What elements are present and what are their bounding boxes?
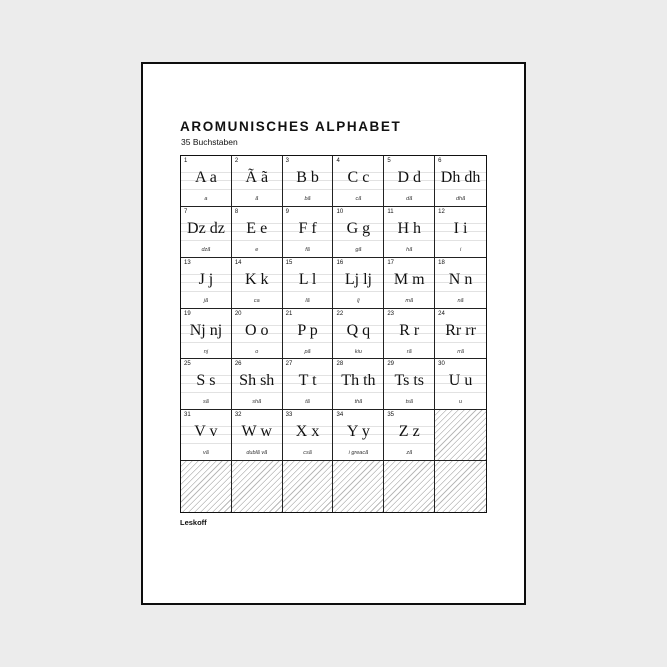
letter-glyph: G g — [346, 219, 371, 237]
letter-pronunciation: tã — [305, 399, 310, 406]
letter-number: 13 — [184, 259, 191, 266]
letter-pronunciation: pã — [304, 348, 311, 355]
letter-number: 20 — [234, 310, 242, 317]
guide-line — [181, 443, 231, 444]
letter-pronunciation: nj — [203, 348, 209, 355]
guide-line — [181, 342, 231, 343]
guide-line — [435, 342, 486, 343]
letter-number: 3 — [285, 158, 289, 164]
letter-cell — [283, 207, 334, 258]
letter-glyph: Ã ã — [245, 169, 269, 186]
guide-line — [283, 392, 333, 393]
letter-cell — [384, 309, 435, 360]
letter-pronunciation: lj — [357, 297, 360, 304]
poster-subtitle: 35 Buchstaben — [181, 137, 238, 147]
letter-glyph: W w — [241, 423, 272, 441]
letter-number: 15 — [285, 259, 293, 266]
letter-glyph: K k — [244, 270, 269, 288]
guide-line — [232, 342, 282, 343]
letter-glyph: N n — [448, 270, 473, 288]
letter-number: 29 — [387, 361, 395, 368]
letter-number: 16 — [336, 259, 344, 266]
guide-line — [435, 392, 486, 393]
letter-pronunciation: u — [459, 399, 463, 406]
letter-cell — [181, 207, 232, 258]
letter-pronunciation: rrã — [457, 348, 464, 355]
letter-cell — [435, 309, 486, 360]
letter-glyph: P p — [297, 321, 318, 339]
letter-number: 33 — [285, 412, 293, 419]
letter-number: 14 — [234, 259, 242, 266]
letter-glyph: C c — [347, 169, 370, 186]
guide-line — [283, 240, 333, 241]
letter-number: 26 — [234, 361, 242, 368]
guide-line — [333, 443, 383, 444]
guide-line — [232, 189, 282, 190]
letter-glyph: J j — [198, 270, 214, 288]
guide-line — [181, 392, 231, 393]
guide-line — [232, 443, 282, 444]
guide-line — [283, 189, 333, 190]
poster-title: AROMUNISCHES ALPHABET — [180, 119, 402, 134]
letter-cell — [232, 359, 283, 410]
guide-line — [435, 291, 486, 292]
letter-cell — [435, 207, 486, 258]
letter-pronunciation: gã — [355, 246, 362, 253]
letter-number: 5 — [387, 158, 391, 164]
letter-pronunciation: zã — [406, 450, 413, 457]
letter-glyph: T t — [298, 372, 317, 390]
empty-hatched-cell — [435, 461, 486, 512]
letter-glyph: H h — [397, 219, 422, 237]
letter-cell — [384, 359, 435, 410]
brand-logo-text: Leskoff — [180, 518, 207, 527]
letter-number: 25 — [184, 361, 191, 368]
letter-number: 28 — [336, 361, 344, 368]
letter-cell — [333, 309, 384, 360]
letter-pronunciation: vã — [203, 450, 209, 457]
letter-number: 9 — [285, 208, 289, 215]
letter-number: 1 — [184, 158, 188, 164]
letter-cell — [435, 359, 486, 410]
letter-glyph: Y y — [346, 423, 370, 441]
letter-number: 34 — [336, 412, 344, 419]
guide-line — [384, 443, 434, 444]
letter-glyph: Lj lj — [344, 270, 372, 288]
letter-pronunciation: fã — [305, 246, 310, 253]
letter-pronunciation: ã — [255, 196, 259, 202]
letter-cell — [232, 309, 283, 360]
letter-glyph: M m — [393, 270, 425, 288]
empty-hatched-cell — [283, 461, 334, 512]
letter-cell — [333, 258, 384, 309]
guide-line — [181, 189, 231, 190]
letter-pronunciation: tsã — [405, 399, 413, 406]
letter-number: 12 — [438, 208, 445, 215]
letter-pronunciation: jã — [203, 297, 209, 304]
letter-cell — [435, 156, 486, 207]
letter-pronunciation: shã — [252, 399, 262, 406]
letter-glyph: U u — [448, 372, 473, 390]
guide-line — [181, 291, 231, 292]
letter-pronunciation: cã — [355, 196, 362, 202]
letter-glyph: L l — [298, 270, 317, 288]
letter-number: 2 — [234, 158, 239, 164]
guide-line — [333, 240, 383, 241]
letter-pronunciation: ca — [253, 297, 260, 304]
guide-line — [283, 443, 333, 444]
letter-number: 11 — [387, 208, 394, 215]
guide-line — [181, 240, 231, 241]
letter-pronunciation: i greacã — [348, 450, 369, 457]
guide-line — [283, 291, 333, 292]
letter-cell — [232, 156, 283, 207]
guide-line — [384, 392, 434, 393]
letter-cell — [283, 410, 334, 461]
guide-line — [435, 189, 486, 190]
letter-pronunciation: sã — [203, 399, 209, 406]
letter-cell — [384, 258, 435, 309]
letter-pronunciation: i — [459, 246, 462, 253]
empty-hatched-cell — [435, 410, 486, 461]
letter-glyph: Z z — [398, 423, 420, 441]
letter-number: 19 — [184, 310, 191, 317]
letter-pronunciation: rã — [406, 348, 412, 355]
letter-number: 23 — [387, 310, 395, 317]
letter-cell — [181, 258, 232, 309]
letter-glyph: Rr rr — [445, 321, 476, 339]
letter-glyph: Dh dh — [440, 169, 481, 186]
letter-cell — [333, 156, 384, 207]
letter-glyph: O o — [244, 321, 269, 339]
letter-cell — [384, 410, 435, 461]
letter-pronunciation: nã — [457, 297, 464, 304]
letter-cell — [181, 410, 232, 461]
guide-line — [384, 342, 434, 343]
guide-line — [435, 240, 486, 241]
empty-hatched-cell — [232, 461, 283, 512]
letter-number: 31 — [184, 412, 191, 419]
letter-glyph: Dz dz — [187, 219, 225, 237]
letter-glyph: F f — [298, 219, 317, 237]
letter-pronunciation: csã — [303, 450, 312, 457]
letter-cell — [283, 258, 334, 309]
guide-line — [232, 240, 282, 241]
letter-number: 7 — [184, 208, 188, 215]
letter-pronunciation: mã — [405, 297, 414, 304]
letter-pronunciation: dublã vã — [246, 450, 268, 457]
letter-pronunciation: dzã — [201, 246, 211, 253]
letter-cell — [333, 207, 384, 258]
letter-cell — [181, 359, 232, 410]
alphabet-grid — [180, 155, 487, 513]
letter-glyph: Th th — [341, 372, 376, 390]
letter-number: 18 — [438, 259, 445, 266]
guide-line — [384, 189, 434, 190]
letter-glyph: R r — [399, 321, 420, 339]
letter-cell — [283, 359, 334, 410]
letter-number: 24 — [438, 310, 445, 317]
letter-cell — [384, 207, 435, 258]
letter-glyph: Q q — [346, 321, 371, 339]
letter-glyph: I i — [453, 219, 468, 237]
letter-glyph: E e — [246, 219, 268, 237]
letter-number: 35 — [387, 412, 395, 419]
letter-glyph: Sh sh — [239, 372, 275, 390]
letter-pronunciation: dhã — [455, 196, 466, 202]
letter-pronunciation: hã — [406, 246, 413, 253]
letter-number: 4 — [336, 158, 340, 164]
letter-number: 6 — [438, 158, 442, 164]
letter-pronunciation: o — [255, 348, 259, 355]
letter-number: 17 — [387, 259, 395, 266]
empty-hatched-cell — [384, 461, 435, 512]
letter-glyph: X x — [295, 423, 320, 441]
letter-cell — [232, 410, 283, 461]
letter-cell — [435, 258, 486, 309]
guide-line — [333, 392, 383, 393]
letter-glyph: Ts ts — [394, 372, 425, 390]
letter-cell — [232, 207, 283, 258]
guide-line — [333, 189, 383, 190]
letter-cell — [283, 309, 334, 360]
letter-pronunciation: kiu — [354, 348, 362, 355]
letter-cell — [181, 156, 232, 207]
guide-line — [384, 240, 434, 241]
letter-number: 8 — [234, 208, 239, 215]
empty-hatched-cell — [181, 461, 232, 512]
letter-glyph: S s — [196, 372, 216, 390]
letter-cell — [333, 359, 384, 410]
letter-glyph: Nj nj — [189, 321, 223, 339]
letter-glyph: V v — [194, 423, 218, 441]
letter-cell — [283, 156, 334, 207]
letter-cell — [232, 258, 283, 309]
guide-line — [333, 291, 383, 292]
letter-glyph: A a — [195, 169, 217, 186]
letter-pronunciation: a — [204, 196, 208, 202]
letter-number: 32 — [234, 412, 242, 419]
letter-pronunciation: dã — [406, 196, 413, 202]
letter-glyph: B b — [296, 169, 319, 186]
letter-number: 30 — [438, 361, 445, 368]
letter-pronunciation: lã — [305, 297, 310, 304]
letter-pronunciation: bã — [304, 196, 311, 202]
letter-cell — [333, 410, 384, 461]
guide-line — [283, 342, 333, 343]
letter-glyph: D d — [397, 169, 422, 186]
empty-hatched-cell — [333, 461, 384, 512]
letter-cell — [181, 309, 232, 360]
guide-line — [232, 291, 282, 292]
letter-number: 27 — [285, 361, 293, 368]
letter-number: 21 — [285, 310, 293, 317]
letter-pronunciation: thã — [354, 399, 363, 406]
guide-line — [384, 291, 434, 292]
letter-number: 22 — [336, 310, 344, 317]
guide-line — [333, 342, 383, 343]
letter-pronunciation: e — [255, 246, 259, 253]
guide-line — [232, 392, 282, 393]
letter-cell — [384, 156, 435, 207]
letter-number: 10 — [336, 208, 344, 215]
